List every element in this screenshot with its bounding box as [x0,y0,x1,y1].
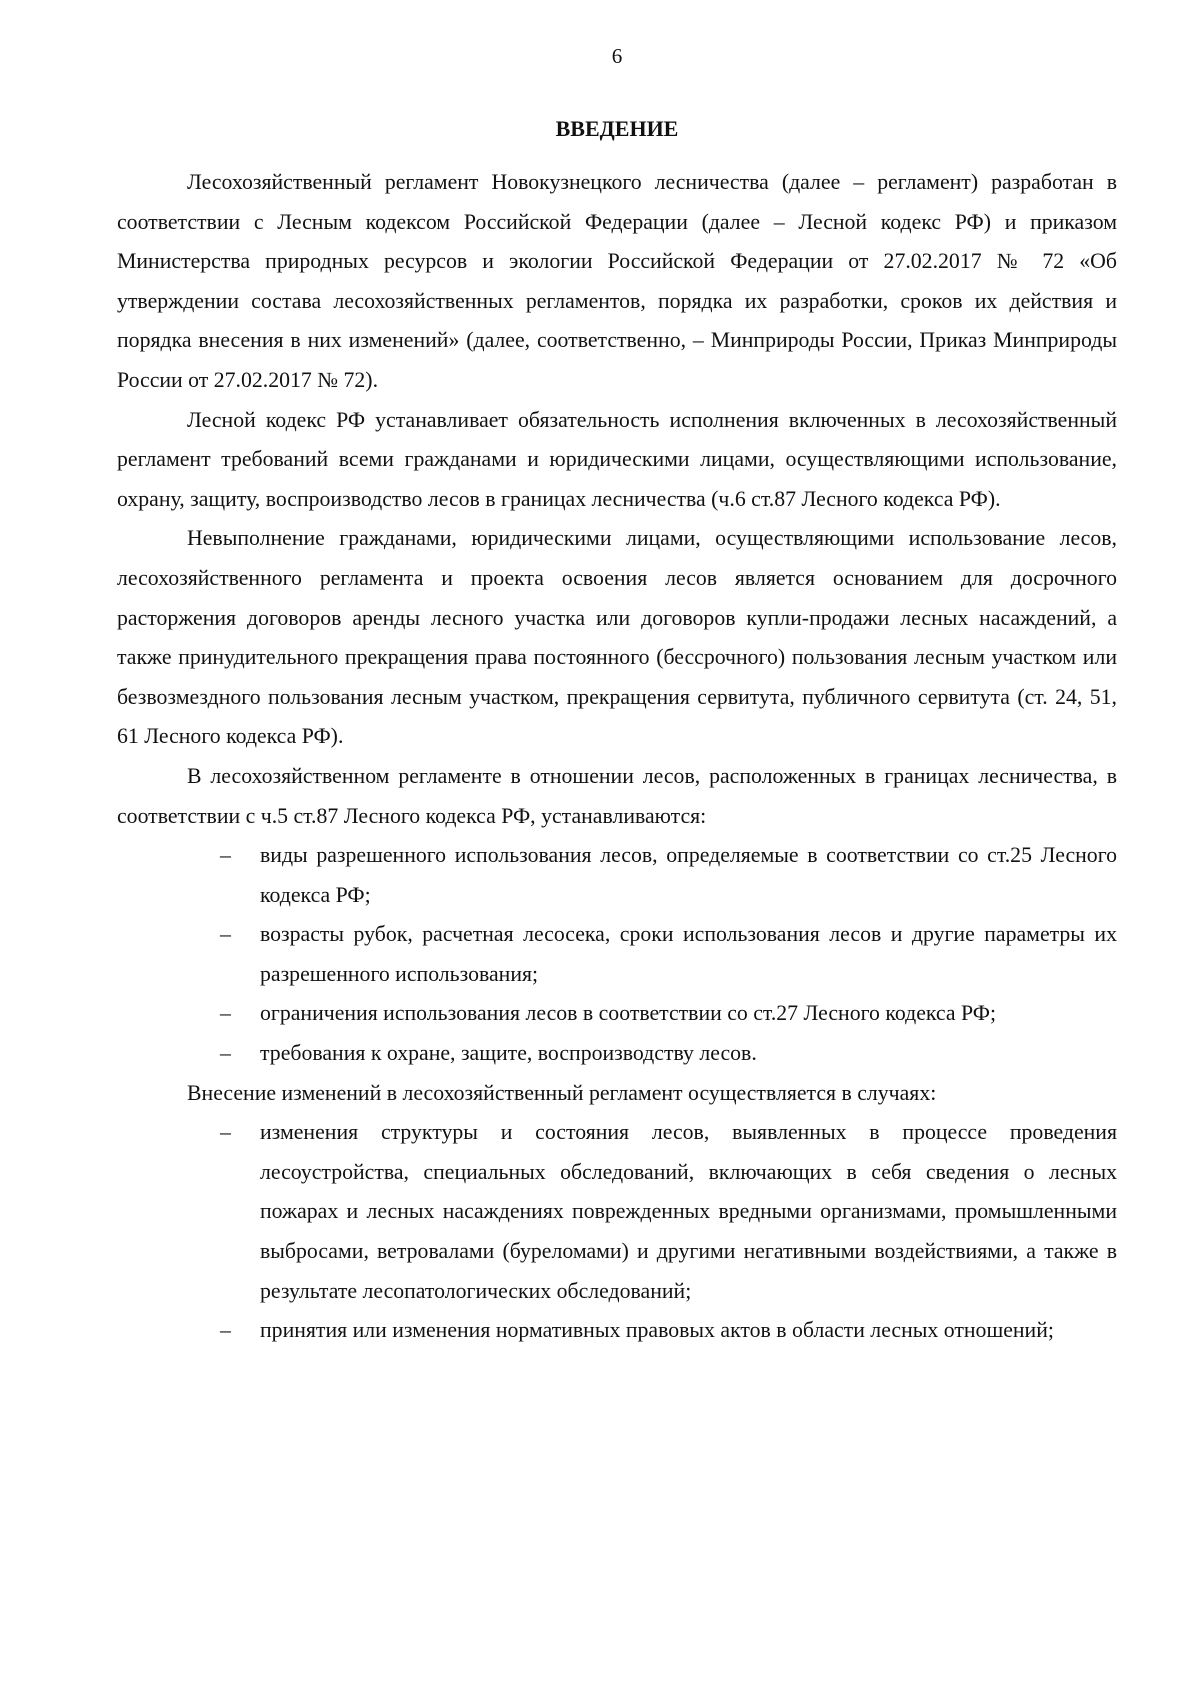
paragraph-code-obligation: Лесной кодекс РФ устанавливает обязательность исполнения включенных в лесохозяйственный регламент требований всеми гражданами и юридическими лицами, осуществляющими использование, охрану, защиту, воспроизводство лесов в границах лесничества (ч.6 ст.87 Лесного кодекса РФ). [117,407,1117,511]
page-number: 6 [611,44,623,68]
dash-marker: – [220,1001,231,1026]
dash-marker: – [220,1318,231,1343]
dash-marker: – [220,843,231,868]
list-item [117,836,1117,915]
list-item [117,1311,1117,1351]
paragraph-noncompliance: Невыполнение гражданами, юридическими лицами, осуществляющими использование лесов, лесохозяйственного регламента и проекта освоения лесов является основанием для досрочного расторжения договоров аренды лесного участка или договоров купли-продажи лесных насаждений, а также принудительного прекращения права постоянного (бессрочного) пользования лесным участком или безвозмездного пользования лесным участком, прекращения сервитута, публичного сервитута (ст. 24, 51, 61 Лесного кодекса РФ). [117,526,1117,749]
established-items-list [117,836,1117,1074]
dash-marker: – [220,1041,231,1066]
body-text [117,163,1117,1351]
section-heading: ВВЕДЕНИЕ [555,116,679,141]
list-item [117,915,1117,994]
list-item [117,1034,1117,1074]
paragraph-regulation-basis: Лесохозяйственный регламент Новокузнецкого лесничества (далее – регламент) разработан в соответствии с Лесным кодексом Российской Федерации (далее – Лесной кодекс РФ) и приказом Министерства природных ресурсов и экологии Российской Федерации от 27.02.2017 № 72 «Об утверждении состава лесохозяйственных регламентов, порядка их разработки, сроков их действия и порядка внесения в них изменений» (далее, соответственно, – Минприроды России, Приказ Минприроды России от 27.02.2017 № 72). [117,170,1117,392]
list-item-text: требования к охране, защите, воспроизводству лесов. [260,1041,757,1066]
list-item [117,994,1117,1034]
list-item-text: ограничения использования лесов в соответствии со ст.27 Лесного кодекса РФ; [260,1001,997,1026]
list-item-text: виды разрешенного использования лесов, определяемые в соответствии со ст.25 Лесного кодекса РФ; [260,843,1117,907]
list-item-text: возрасты рубок, расчетная лесосека, сроки использования лесов и другие параметры их разрешенного использования; [260,922,1117,986]
paragraph-established-items: В лесохозяйственном регламенте в отношении лесов, расположенных в границах лесничества, в соответствии с ч.5 ст.87 Лесного кодекса РФ, устанавливаются: [117,763,1117,828]
amendment-cases-list [117,1113,1117,1351]
dash-marker: – [220,922,231,947]
paragraph-amendment-cases: Внесение изменений в лесохозяйственный регламент осуществляется в случаях: [187,1080,937,1105]
list-item-text: изменения структуры и состояния лесов, выявленных в процессе проведения лесоустройства, специальных обследований, включающих в себя сведения о лесных пожарах и лесных насаждениях поврежденных вредными организмами, промышленными выбросами, ветровалами (буреломами) и другими негативными воздействиями, а также в результате лесопатологических обследований; [260,1120,1117,1303]
list-item [117,1113,1117,1311]
list-item-text: принятия или изменения нормативных правовых актов в области лесных отношений; [260,1318,1054,1343]
dash-marker: – [220,1120,231,1145]
